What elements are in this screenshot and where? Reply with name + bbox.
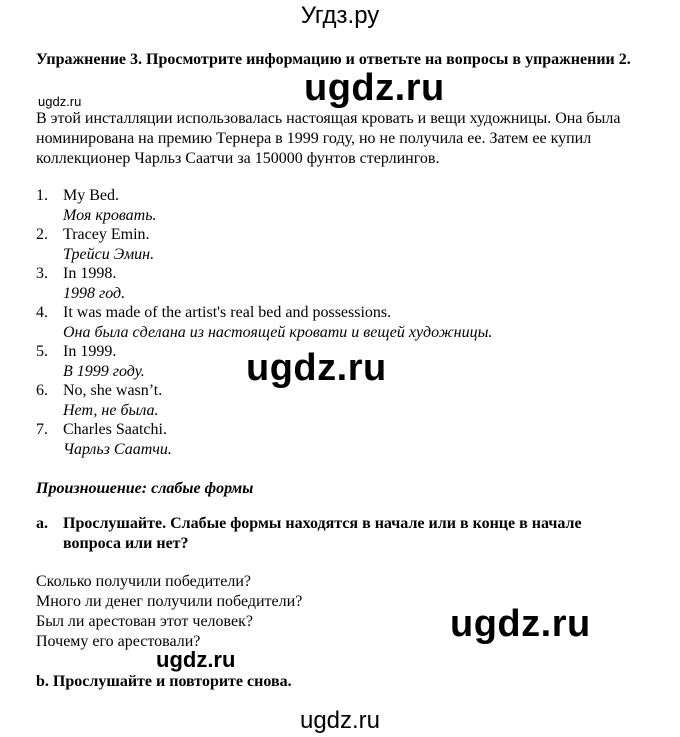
- site-header: Угдз.ру: [300, 2, 380, 29]
- question-item: Был ли арестован этот человек?: [36, 613, 253, 630]
- answer-russian: Нет, не была.: [63, 401, 159, 419]
- watermark-footer: ugdz.ru: [299, 707, 381, 734]
- watermark-small: ugdz.ru: [38, 94, 82, 109]
- answer-item: [36, 303, 596, 342]
- task-a-text: Прослушайте. Слабые формы находятся в начале или в конце в начале вопроса или нет?: [63, 515, 582, 552]
- answer-number: 7.: [36, 421, 48, 438]
- answer-number: 2.: [36, 226, 48, 243]
- answer-english: My Bed.: [63, 187, 119, 204]
- answer-item: [36, 186, 596, 225]
- answer-number: 5.: [36, 343, 48, 360]
- task-marker: a.: [36, 515, 48, 532]
- answer-russian: В 1999 году.: [63, 362, 145, 380]
- answer-russian: Моя кровать.: [63, 206, 157, 224]
- section-title: Произношение: слабые формы: [36, 480, 254, 497]
- answer-number: 6.: [36, 382, 48, 399]
- answer-russian: Она была сделана из настоящей кровати и вещей художницы.: [63, 323, 493, 341]
- question-item: Почему его арестовали?: [36, 633, 201, 650]
- question-item: Сколько получили победители?: [36, 573, 251, 590]
- watermark: ugdz.ru: [246, 347, 387, 389]
- answer-russian: 1998 год.: [63, 284, 126, 302]
- task-a: [36, 514, 636, 554]
- answer-russian: Трейси Эмин.: [63, 245, 155, 263]
- answer-russian: Чарльз Саатчи.: [63, 440, 172, 458]
- answer-list: [36, 186, 596, 459]
- answer-english: In 1999.: [63, 343, 117, 360]
- question-item: Много ли денег получили победители?: [36, 593, 303, 610]
- answer-english: In 1998.: [63, 265, 117, 282]
- answer-item: [36, 225, 596, 264]
- task-b: b. Прослушайте и повторите снова.: [36, 673, 292, 690]
- answer-english: Tracey Emin.: [63, 226, 150, 243]
- answer-item: [36, 264, 596, 303]
- watermark: ugdz.ru: [450, 603, 591, 645]
- answer-number: 1.: [36, 187, 48, 204]
- exercise-intro: В этой инсталляции использовалась настоящая кровать и вещи художницы. Она была номинирована на премию Тернера в 1999 году, но не получила ее. Затем ее купил коллекционер Чарльз Саатчи за 150000 фунтов стерлингов.: [36, 110, 621, 167]
- answer-english: Charles Saatchi.: [63, 421, 167, 438]
- answer-number: 3.: [36, 265, 48, 282]
- answer-english: It was made of the artist's real bed and possessions.: [63, 304, 392, 321]
- answer-english: No, she wasn’t.: [63, 382, 163, 399]
- question-list: [36, 572, 302, 652]
- watermark: ugdz.ru: [156, 647, 236, 672]
- answer-item: [36, 420, 596, 459]
- exercise-title: Упражнение 3. Просмотрите информацию и ответьте на вопросы в упражнении 2.: [36, 51, 631, 68]
- answer-number: 4.: [36, 304, 48, 321]
- watermark: ugdz.ru: [304, 67, 445, 109]
